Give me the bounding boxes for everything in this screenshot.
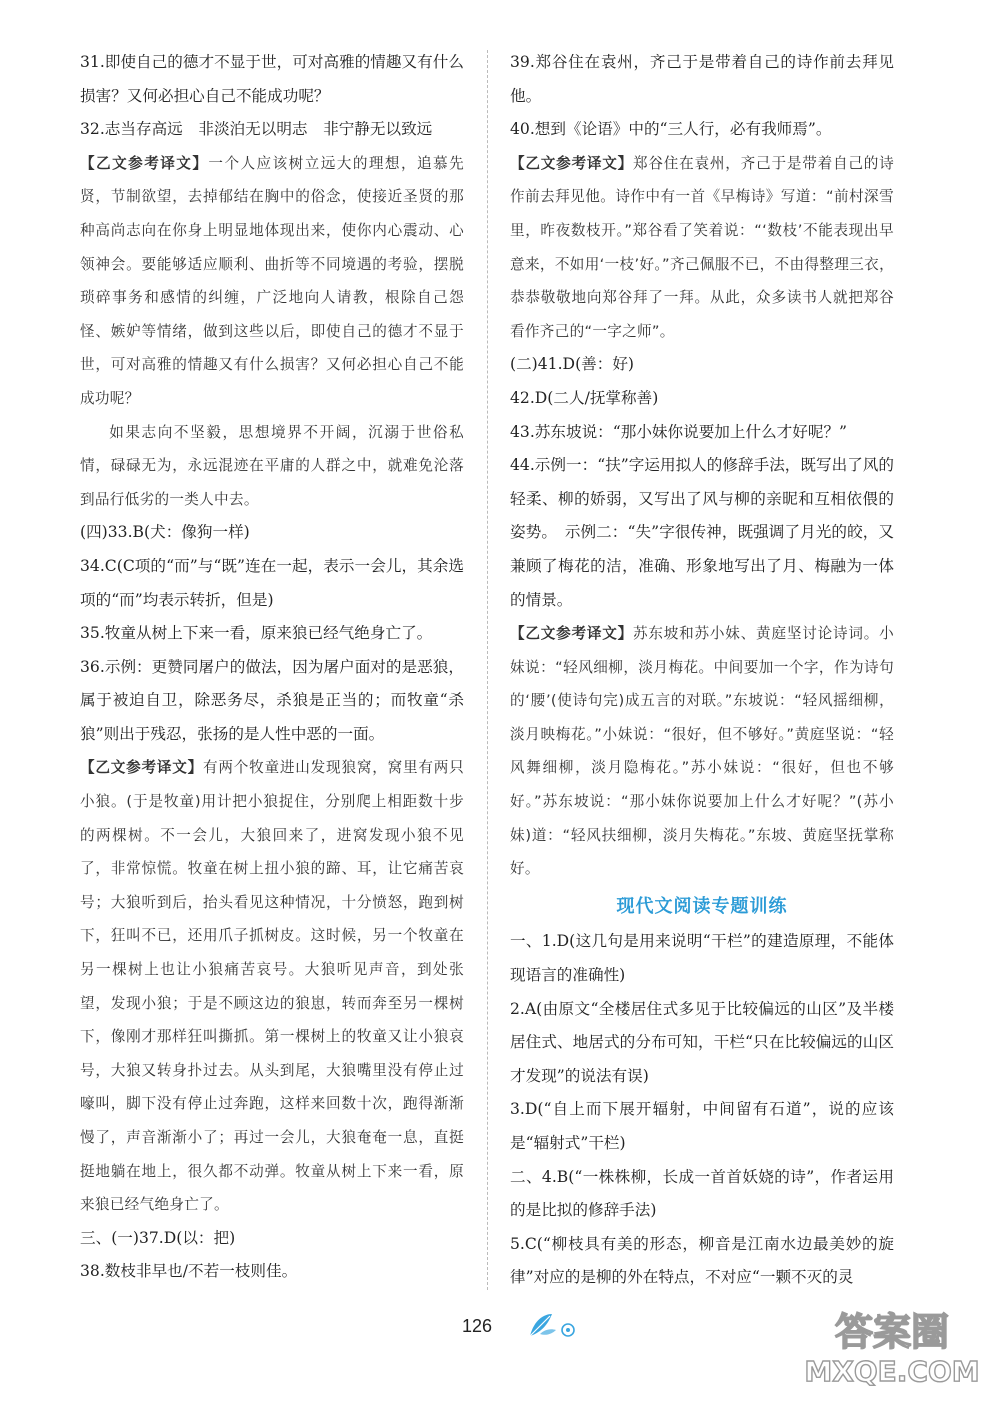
watermark-line1: 答案圈 — [834, 1310, 950, 1354]
answer-item — [510, 382, 894, 416]
section-title-text: 现代文阅读专题训练 — [616, 895, 788, 917]
column-divider — [487, 50, 488, 1290]
translation-paragraph — [80, 416, 464, 517]
translation-paragraph — [510, 617, 894, 886]
paragraph-text: 31.即使自己的德才不显于世，可对高雅的情趣又有什么损害？又何必担心自己不能成功呢？ — [80, 53, 464, 105]
translation-label: 【乙文参考译文】 — [510, 154, 634, 172]
answer-item — [510, 46, 894, 113]
paragraph-text: 5.C(“柳枝具有美的形态，柳音是江南水边最美妙的旋律”对应的是柳的外在特点，不对应“一颗不灭的灵 — [510, 1234, 894, 1287]
answer-item — [510, 416, 894, 450]
answer-item — [80, 516, 464, 550]
paragraph-text: 如果志向不坚毅，思想境界不开阔，沉溺于世俗私情，碌碌无为，永远混迹在平庸的人群之中，就难免沦落到品行低劣的一类人中去。 — [80, 423, 464, 508]
answer-item — [510, 449, 894, 617]
paragraph-text: 35.牧童从树上下来一看，原来狼已经气绝身亡了。 — [80, 624, 433, 643]
paragraph-text: 二、4.B(“一株株柳，长成一首首妖娆的诗”，作者运用的是比拟的修辞手法) — [510, 1167, 894, 1220]
paragraph-text: 郑谷住在袁州，齐己于是带着自己的诗作前去拜见他。诗作中有一首《早梅诗》写道：“前村深雪里，昨夜数枝开。”郑谷看了笑着说：“‘数枝’不能表现出早意来，不如用‘一枝’好。”齐己佩服不已，不由得整理三衣，恭恭敬敬地向郑谷拜了一拜。从此，众多读书人就把郑谷看作齐己的“一字之师”。 — [510, 154, 894, 340]
answer-item — [80, 617, 464, 651]
answer-item — [510, 1161, 894, 1228]
paragraph-text: 一个人应该树立远大的理想，追慕先贤，节制欲望，去掉郁结在胸中的俗念，使接近圣贤的那种高尚志向在你身上明显地体现出来，使你内心震动、心领神会。要能够适应顺利、曲折等不同境遇的考验，摆脱琐碎事务和感情的纠缠，广泛地向人请教，根除自己怨怪、嫉妒等情绪，做到这些以后，即使自己的德才不显于世，可对高雅的情趣又有什么损害？又何必担心自己不能成功呢？ — [80, 154, 464, 407]
paragraph-text: 44.示例一：“扶”字运用拟人的修辞手法，既写出了风的轻柔、柳的娇弱，又写出了风与柳的亲昵和互相依偎的姿势。 示例二：“失”字很传神，既强调了月光的皎，又兼顾了梅花的洁，准确、形象地写出了月、梅融为一体的情景。 — [510, 456, 894, 609]
translation-paragraph — [80, 751, 464, 1221]
section-title — [510, 890, 894, 924]
paragraph-text: 39.郑谷住在袁州，齐己于是带着自己的诗作前去拜见他。 — [510, 53, 894, 105]
paragraph-text: 43.苏东坡说：“那小妹你说要加上什么才好呢？” — [510, 422, 848, 441]
answer-item — [510, 1093, 894, 1160]
answer-item — [510, 113, 894, 147]
paragraph-text: 一、1.D(这几句是用来说明“干栏”的建造原理，不能体现语言的准确性) — [510, 932, 894, 985]
leaf-logo-icon — [526, 1310, 578, 1340]
left-column — [80, 46, 464, 1289]
translation-label: 【乙文参考译文】 — [80, 154, 209, 172]
watermark-line2: MXQE.COM — [804, 1355, 980, 1388]
translation-label: 【乙文参考译文】 — [80, 759, 204, 777]
paragraph-text: 38.数枝非早也/不若一枝则佳。 — [80, 1262, 298, 1281]
answer-item — [510, 348, 894, 382]
page-number: 126 — [462, 1316, 493, 1336]
answer-item — [510, 925, 894, 992]
paragraph-text: (二)41.D(善：好) — [510, 355, 635, 374]
watermark-logo — [802, 1301, 982, 1391]
translation-paragraph — [510, 147, 894, 349]
answer-item — [510, 993, 894, 1094]
answer-item — [80, 651, 464, 752]
answer-item — [80, 46, 464, 113]
paragraph-text: (四)33.B(犬：像狗一样) — [80, 523, 250, 542]
paragraph-text: 2.A(由原文“全楼居住式多见于比较偏远的山区”及半楼居住式、地居式的分布可知，干栏“只在比较偏远的山区才发现”的说法有误) — [510, 999, 894, 1085]
answer-item — [80, 113, 464, 147]
paragraph-text: 40.想到《论语》中的“三人行，必有我师焉”。 — [510, 120, 832, 139]
translation-label: 【乙文参考译文】 — [510, 625, 634, 643]
answer-item — [80, 1255, 464, 1289]
paragraph-text: 36.示例：更赞同屠户的做法，因为屠户面对的是恶狼，属于被迫自卫，除恶务尽，杀狼是正当的；而牧童“杀狼”则出于残忍，张扬的是人性中恶的一面。 — [80, 657, 464, 743]
translation-paragraph — [80, 147, 464, 416]
answer-item — [80, 1222, 464, 1256]
paragraph-text: 有两个牧童进山发现狼窝，窝里有两只小狼。(于是牧童)用计把小狼捉住，分别爬上相距数十步的两棵树。不一会儿，大狼回来了，进窝发现小狼不见了，非常惊慌。牧童在树上扭小狼的蹄、耳，让它痛苦哀号；大狼听到后，抬头看见这种情况，十分愤怒，跑到树下，狂叫不已，还用爪子抓树皮。这时候，另一个牧童在另一棵树上也让小狼痛苦哀号。大狼听见声音，到处张望，发现小狼；于是不顾这边的狼崽，转而奔至另一棵树下，像刚才那样狂叫撕抓。第一棵树上的牧童又让小狼哀号，大狼又转身扑过去。从头到尾，大狼嘴里没有停止过嚎叫，脚下没有停止过奔跑，这样来回数十次，跑得渐渐慢了，声音渐渐小了；再过一会儿，大狼奄奄一息，直挺挺地躺在地上，很久都不动弹。牧童从树上下来一看，原来狼已经气绝身亡了。 — [80, 759, 464, 1214]
paragraph-text: 34.C(C项的“而”与“既”连在一起，表示一会儿，其余选项的“而”均表示转折，但是) — [80, 556, 464, 609]
right-column — [510, 46, 894, 1295]
paragraph-text: 3.D(“自上而下展开辐射，中间留有石道”，说的应该是“辐射式”干栏) — [510, 1100, 894, 1152]
answer-item — [510, 1228, 894, 1295]
paragraph-text: 42.D(二人/抚掌称善) — [510, 388, 659, 407]
paragraph-text: 32.志当存高远 非淡泊无以明志 非宁静无以致远 — [80, 120, 433, 139]
paragraph-text: 苏东坡和苏小妹、黄庭坚讨论诗词。小妹说：“轻风细柳，淡月梅花。中间要加一个字，作为诗句的‘腰’(使诗句完)成五言的对联。”东坡说：“轻风摇细柳，淡月映梅花。”小妹说：“很好，但不够好。”黄庭坚说：“轻风舞细柳，淡月隐梅花。”苏小妹说：“很好，但也不够好。”苏东坡说：“那小妹你说要加上什么才好呢？”(苏小妹)道：“轻风扶细柳，淡月失梅花。”东坡、黄庭坚抚掌称好。 — [510, 625, 894, 878]
paragraph-text: 三、(一)37.D(以：把) — [80, 1228, 236, 1247]
answer-item — [80, 550, 464, 617]
